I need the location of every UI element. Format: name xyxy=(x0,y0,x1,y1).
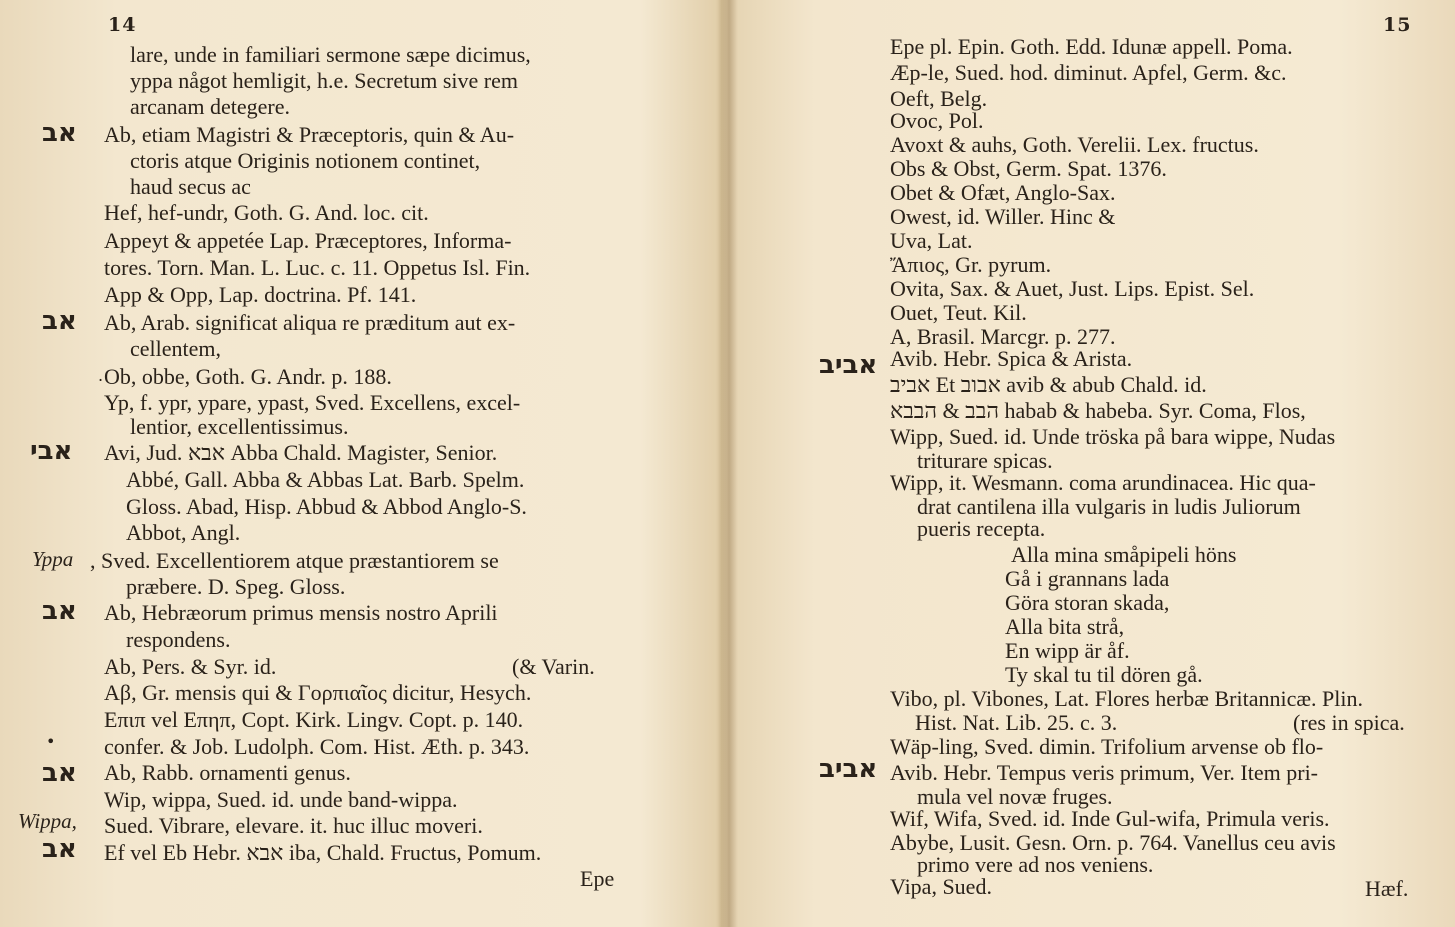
text-line: Sued. Vibrare, elevare. it. huc illuc moveri. xyxy=(104,813,483,838)
text-line: Ab, Rabb. ornamenti genus. xyxy=(104,760,351,785)
text-line: (res in spica. xyxy=(1293,710,1405,735)
margin-word: Wippa, xyxy=(18,809,77,833)
text-line: pueris recepta. xyxy=(917,516,1046,541)
hebrew-headword: אב xyxy=(42,118,77,148)
catchword: Hæf. xyxy=(1365,876,1409,901)
text-line: Ab, etiam Magistri & Præceptoris, quin & Au- xyxy=(104,122,515,147)
text-line: Appeyt & appetée Lap. Præceptores, Informa- xyxy=(104,228,512,253)
text-line: Obet & Ofæt, Anglo-Sax. xyxy=(890,180,1116,205)
hebrew-headword: אב xyxy=(42,758,77,788)
text-line: yppa något hemligit, h.e. Secretum sive rem xyxy=(130,68,518,93)
hebrew-headword: אבי xyxy=(30,436,73,466)
verse-line: Ty skal tu til dören gå. xyxy=(1005,662,1203,687)
text-line: confer. & Job. Ludolph. Com. Hist. Æth. p. 343. xyxy=(104,734,530,759)
right-page xyxy=(727,0,1455,927)
text-line: drat cantilena illa vulgaris in ludis Juliorum xyxy=(917,494,1301,519)
text-line: Ab, Arab. significat aliqua re præditum aut ex- xyxy=(104,310,516,335)
text-line: Ab, Hebræorum primus mensis nostro Aprili xyxy=(104,600,498,625)
text-line: respondens. xyxy=(126,627,231,652)
text-line: Abbé, Gall. Abba & Abbas Lat. Barb. Spelm. xyxy=(126,467,525,492)
text-line: Ἄπιος, Gr. pyrum. xyxy=(890,252,1052,277)
text-line: Avib. Hebr. Tempus veris primum, Ver. Item pri- xyxy=(890,760,1319,785)
text-line: lare, unde in familiari sermone sæpe dicimus, xyxy=(130,42,531,67)
margin-word: Yppa xyxy=(32,547,74,571)
text-line: Uva, Lat. xyxy=(890,228,973,253)
ink-dot: • xyxy=(46,732,56,751)
text-line: primo vere ad nos veniens. xyxy=(917,852,1154,877)
text-line: Avoxt & auhs, Goth. Verelii. Lex. fructus. xyxy=(890,132,1259,157)
ink-dot: . xyxy=(98,366,104,385)
text-line: Oeft, Belg. xyxy=(890,86,988,111)
text-line: Abbot, Angl. xyxy=(126,520,241,545)
text-line: tores. Torn. Man. L. Luc. c. 11. Oppetus Isl. Fin. xyxy=(104,255,531,280)
text-line: Vipa, Sued. xyxy=(890,874,992,899)
text-line: אביב Et אבוב avib & abub Chald. id. xyxy=(890,372,1207,397)
text-line: Hist. Nat. Lib. 25. c. 3. xyxy=(915,710,1118,735)
text-line: Hef, hef-undr, Goth. G. And. loc. cit. xyxy=(104,200,429,225)
text-line: haud secus ac xyxy=(130,174,251,199)
text-line: Owest, id. Willer. Hinc & xyxy=(890,204,1116,229)
text-line: mula vel novæ fruges. xyxy=(917,784,1113,809)
text-line: (& Varin. xyxy=(512,654,595,679)
verse-line: Gå i grannans lada xyxy=(1005,566,1170,591)
text-line: lentior, excellentissimus. xyxy=(130,414,349,439)
text-line: App & Opp, Lap. doctrina. Pf. 141. xyxy=(104,282,417,307)
verse-line: Alla bita strå, xyxy=(1005,614,1125,639)
verse-line: Alla mina småpipeli höns xyxy=(1011,542,1237,567)
text-line: , Sved. Excellentiorem atque præstantiorem se xyxy=(90,548,499,573)
text-line: Aβ, Gr. mensis qui & Γορπιαῖος dicitur, Hesych. xyxy=(104,680,532,705)
hebrew-headword: אב xyxy=(42,596,77,626)
text-line: Vibo, pl. Vibones, Lat. Flores herbæ Britannicæ. Plin. xyxy=(890,686,1363,711)
text-line: Avib. Hebr. Spica & Arista. xyxy=(890,346,1133,371)
page-number: 14 xyxy=(108,14,137,36)
text-line: Epe pl. Epin. Goth. Edd. Idunæ appell. Poma. xyxy=(890,34,1293,59)
text-line: Ab, Pers. & Syr. id. xyxy=(104,654,277,679)
text-line: Yp, f. ypr, ypare, ypast, Sved. Excellens, excel- xyxy=(104,390,521,415)
text-line: Avi, Jud. אבא Abba Chald. Magister, Senior. xyxy=(104,440,498,465)
text-line: Ovita, Sax. & Auet, Just. Lips. Epist. Sel. xyxy=(890,276,1255,301)
text-line: Επιπ vel Επηπ, Copt. Kirk. Lingv. Copt. p. 140. xyxy=(104,707,524,732)
text-line: Æp-le, Sued. hod. diminut. Apfel, Germ. &c. xyxy=(890,60,1287,85)
text-line: ctoris atque Originis notionem continet, xyxy=(130,148,481,173)
text-line: Abybe, Lusit. Gesn. Orn. p. 764. Vanellus ceu avis xyxy=(890,830,1336,855)
text-line: Wip, wippa, Sued. id. unde band-wippa. xyxy=(104,787,458,812)
text-line: arcanam detegere. xyxy=(130,94,290,119)
text-line: præbere. D. Speg. Gloss. xyxy=(126,574,346,599)
catchword: Epe xyxy=(580,866,615,891)
text-line: A, Brasil. Marcgr. p. 277. xyxy=(890,324,1116,349)
verse-line: Göra storan skada, xyxy=(1005,590,1170,615)
text-line: triturare spicas. xyxy=(917,448,1053,473)
verse-line: En wipp är åf. xyxy=(1005,638,1130,663)
left-page xyxy=(0,0,726,927)
text-line: Ef vel Eb Hebr. אבא iba, Chald. Fructus, Pomum. xyxy=(104,840,542,865)
text-line: Gloss. Abad, Hisp. Abbud & Abbod Anglo-S. xyxy=(126,494,527,519)
text-line: cellentem, xyxy=(130,336,222,361)
text-line: Wäp-ling, Sved. dimin. Trifolium arvense ob flo- xyxy=(890,734,1324,759)
text-line: Wipp, Sued. id. Unde tröska på bara wippe, Nudas xyxy=(890,424,1336,449)
text-line: Obs & Obst, Germ. Spat. 1376. xyxy=(890,156,1167,181)
hebrew-headword: אב xyxy=(42,834,77,864)
text-line: Ovoc, Pol. xyxy=(890,108,984,133)
hebrew-headword: אב xyxy=(42,306,77,336)
text-line: Ob, obbe, Goth. G. Andr. p. 188. xyxy=(104,364,392,389)
text-line: Wif, Wifa, Sved. id. Inde Gul-wifa, Primula veris. xyxy=(890,806,1330,831)
hebrew-headword: אביב xyxy=(819,754,878,784)
hebrew-headword: אביב xyxy=(819,350,878,380)
text-line: הבב & הבבא habab & habeba. Syr. Coma, Flos, xyxy=(890,398,1306,423)
text-line: Ouet, Teut. Kil. xyxy=(890,300,1027,325)
text-line: Wipp, it. Wesmann. coma arundinacea. Hic qua- xyxy=(890,470,1316,495)
page-number: 15 xyxy=(1383,14,1412,36)
